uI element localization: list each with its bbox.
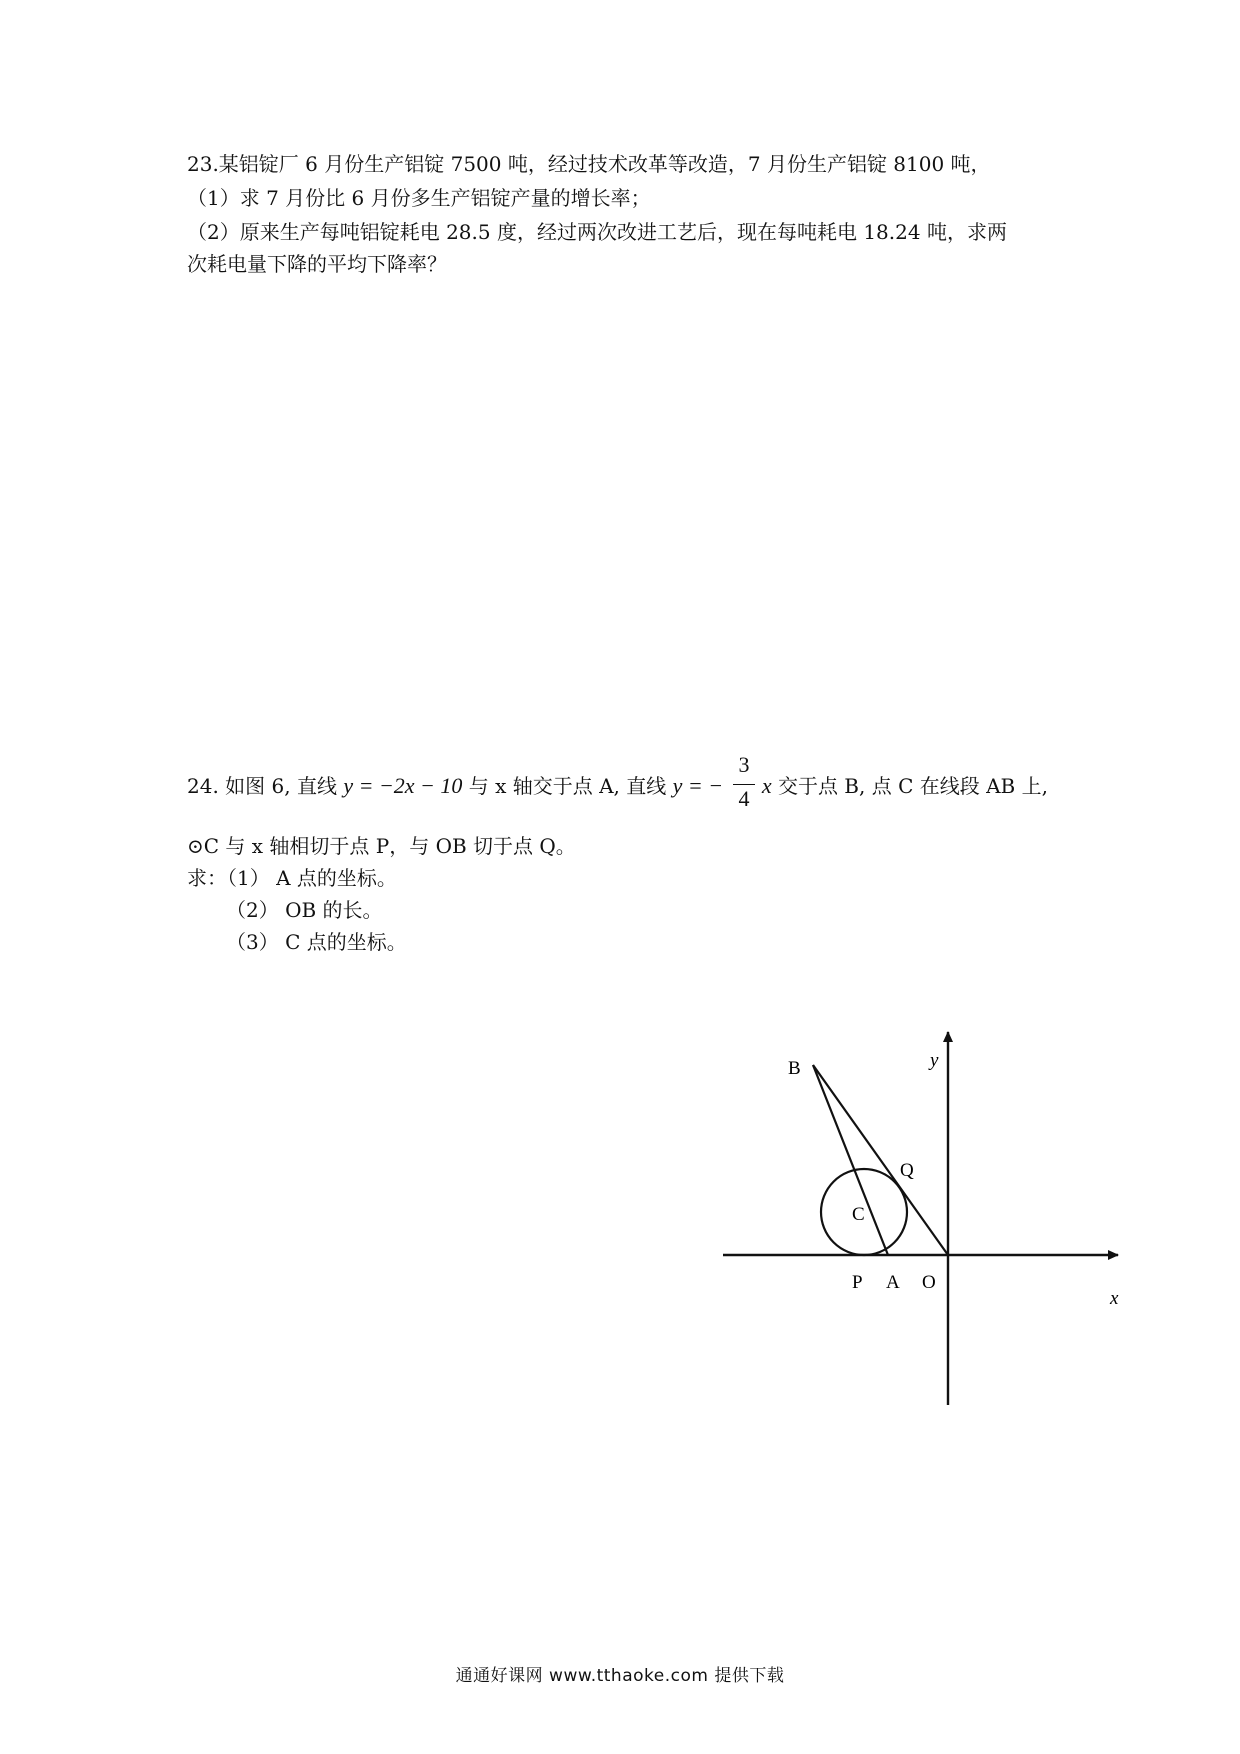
label-a: A [886, 1272, 900, 1293]
label-x: x [1110, 1288, 1119, 1309]
fraction-numerator: 3 [738, 752, 750, 777]
line-ob [813, 1065, 948, 1255]
q23-part2-line1: （2）原来生产每吨铝锭耗电 28.5 度，经过两次改进工艺后，现在每吨耗电 18.24 吨，求两 [187, 220, 1007, 244]
equation-line-2-lhs: y = − [672, 773, 724, 798]
fraction-denominator: 4 [738, 786, 750, 811]
q24-stem-mid: 与 x 轴交于点 A, 直线 [468, 774, 667, 798]
q24-stem-pre: 24. 如图 6, 直线 [187, 774, 337, 798]
q23-part1: （1）求 7 月份比 6 月份多生产铝锭产量的增长率； [187, 186, 651, 210]
q24-stem-post: 交于点 B, 点 C 在线段 AB 上, [777, 774, 1048, 798]
q23-stem: 23.某铝锭厂 6 月份生产铝锭 7500 吨，经过技术改革等改造，7 月份生产铝锭 8100 吨， [187, 152, 991, 176]
label-p: P [852, 1272, 863, 1293]
footer-text: 通通好课网 www.tthaoke.com 提供下载 [455, 1666, 785, 1686]
q24-ask-3: （3） C 点的坐标。 [226, 930, 407, 954]
equation-line-2-x: x [761, 773, 772, 798]
q24-ask-2: （2） OB 的长。 [226, 898, 383, 922]
label-b: B [788, 1058, 801, 1079]
equation-line-1: y = −2x − 10 [343, 773, 463, 798]
label-y: y [930, 1050, 939, 1071]
label-o: O [922, 1272, 936, 1293]
q24-ask-1: 求：（1） A 点的坐标。 [187, 866, 397, 890]
label-q: Q [900, 1160, 914, 1181]
q23-part2-line2: 次耗电量下降的平均下降率？ [187, 252, 447, 276]
q24-line2: ⊙C 与 x 轴相切于点 P，与 OB 切于点 Q。 [187, 834, 576, 858]
label-c: C [852, 1204, 865, 1225]
